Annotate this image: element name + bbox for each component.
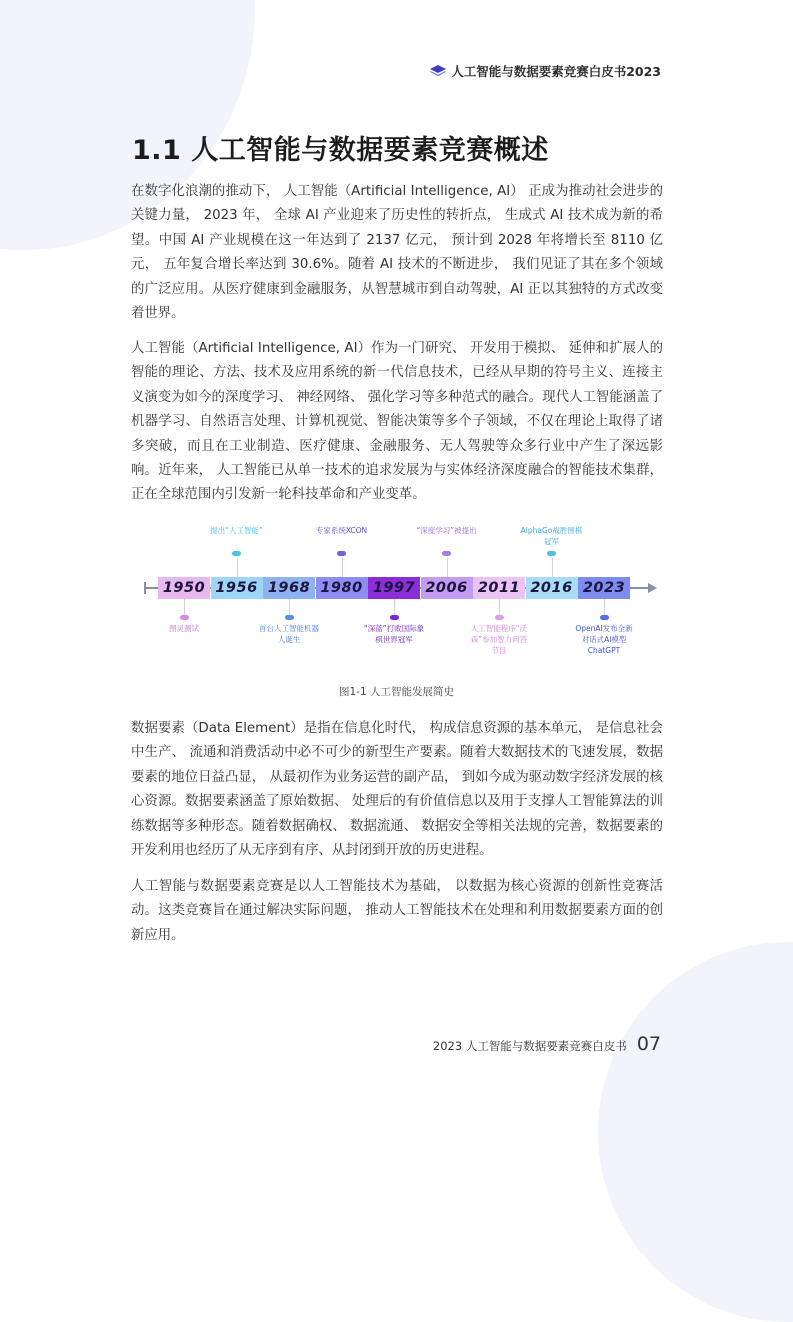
- page-footer: [433, 1033, 661, 1055]
- timeline-marker: [390, 615, 399, 620]
- timeline-connector: [289, 599, 290, 615]
- timeline-marker: [442, 551, 451, 556]
- timeline-year-2006: 2006: [421, 577, 473, 599]
- timeline-connector: [552, 558, 553, 577]
- footer-title: 2023 人工智能与数据要素竞赛白皮书: [432, 1039, 627, 1053]
- timeline-marker: [180, 615, 189, 620]
- timeline-arrow-icon: [648, 583, 657, 593]
- timeline-event-label: AlphaGo战胜围棋冠军: [520, 526, 583, 546]
- paragraph-data-element: 数据要素（Data Element）是指在信息化时代， 构成信息资源的基本单元， 是信息社会中生产、 流通和消费活动中必不可少的新型生产要素。随着大数据技术的飞速发展，数据要素的地位日益凸显， 从最初作为业务运营的副产品， 到如今成为驱动数字经济发展的核心资源。数据要素涵盖了原始数据、 处理后的有价值信息以及用于支撑人工智能算法的训练数据等多种形态。随着数据确权、 数据流通、 数据安全等相关法规的完善，数据要素的开发利用也经历了从无序到有序、从封闭到开放的历史进程。: [131, 721, 663, 859]
- header-title: 人工智能与数据要素竞赛白皮书2023: [451, 64, 661, 79]
- timeline-marker: [495, 615, 504, 620]
- timeline-year-1968: 1968: [263, 577, 315, 599]
- timeline-connector: [342, 558, 343, 577]
- timeline-marker: [600, 615, 609, 620]
- timeline-connector: [394, 599, 395, 615]
- timeline-event-label: 人工智能程序“沃森”参加智力问答节目: [470, 624, 528, 655]
- timeline-connector: [184, 599, 185, 615]
- timeline-event-label: 提出“人工智能”: [210, 526, 263, 535]
- timeline-event-label: 专家系统XCON: [315, 526, 368, 535]
- timeline-event-label: 图灵测试: [169, 624, 199, 633]
- timeline-event-label: OpenAI发布全新对话式AI模型ChatGPT: [575, 624, 633, 655]
- timeline-year-1980: 1980: [316, 577, 368, 599]
- timeline-connector: [447, 558, 448, 577]
- timeline-marker: [232, 551, 241, 556]
- section-title: 1.1 人工智能与数据要素竞赛概述: [132, 135, 549, 166]
- paragraph-ai-intro: 在数字化浪潮的推动下， 人工智能（Artificial Intelligence, AI） 正成为推动社会进步的关键力量， 2023 年， 全球 AI 产业迎来了历史性的转折点， 生成式 AI 技术成为新的希望。中国 AI 产业规模在这一年达到了 2137 亿元， 预计到 2028 年将增长至 8110 亿元， 五年复合增长率达到 30.6%。随着 AI 技术的不断进步， 我们见证了其在多个领域的广泛应用。从医疗健康到金融服务，从智慧城市到自动驾驶，AI 正以其独特的方式改变着世界。: [131, 184, 663, 322]
- timeline-marker: [547, 551, 556, 556]
- timeline-year-2011: 2011: [473, 577, 525, 599]
- timeline-year-1956: 1956: [211, 577, 263, 599]
- page-number: 07: [636, 1033, 661, 1055]
- timeline-connector: [499, 599, 500, 615]
- layers-logo-icon: [429, 64, 447, 78]
- timeline-connector: [604, 599, 605, 615]
- timeline-marker: [285, 615, 294, 620]
- timeline-year-2016: 2016: [526, 577, 578, 599]
- timeline-connector: [237, 558, 238, 577]
- corner-decoration-bottom-right: [598, 942, 793, 1322]
- timeline-axis-start: [144, 582, 146, 594]
- paragraph-ai-definition: 人工智能（Artificial Intelligence, AI）作为一门研究、 开发用于模拟、 延伸和扩展人的智能的理论、方法、技术及应用系统的新一代信息技术，已经从早期的符号主义、连接主义演变为如今的深度学习、 神经网络、 强化学习等多种范式的融合。现代人工智能涵盖了机器学习、自然语言处理、计算机视觉、智能决策等多个子领域，不仅在理论上取得了诸多突破，而且在工业制造、医疗健康、金融服务、无人驾驶等众多行业中产生了深远影响。近年来， 人工智能已从单一技术的追求发展为与实体经济深度融合的智能技术集群，正在全球范围内引发新一轮科技革命和产业变革。: [131, 341, 663, 503]
- timeline-event-label: “深蓝”打败国际象棋世界冠军: [363, 624, 425, 644]
- timeline-year-1950: 1950: [158, 577, 210, 599]
- timeline-marker: [337, 551, 346, 556]
- timeline-event-label: 首台人工智能机器人诞生: [259, 624, 319, 644]
- running-header: [429, 62, 661, 80]
- ai-history-timeline: [140, 522, 655, 672]
- timeline-year-2023: 2023: [578, 577, 630, 599]
- timeline-year-1997: 1997: [368, 577, 420, 599]
- paragraph-competition: 人工智能与数据要素竞赛是以人工智能技术为基础， 以数据为核心资源的创新性竞赛活动。这类竞赛旨在通过解决实际问题， 推动人工智能技术在处理和利用数据要素方面的创新应用。: [131, 879, 663, 943]
- timeline-event-label: “深度学习”被提出: [416, 526, 477, 535]
- figure-caption: 图1-1 人工智能发展简史: [339, 686, 454, 698]
